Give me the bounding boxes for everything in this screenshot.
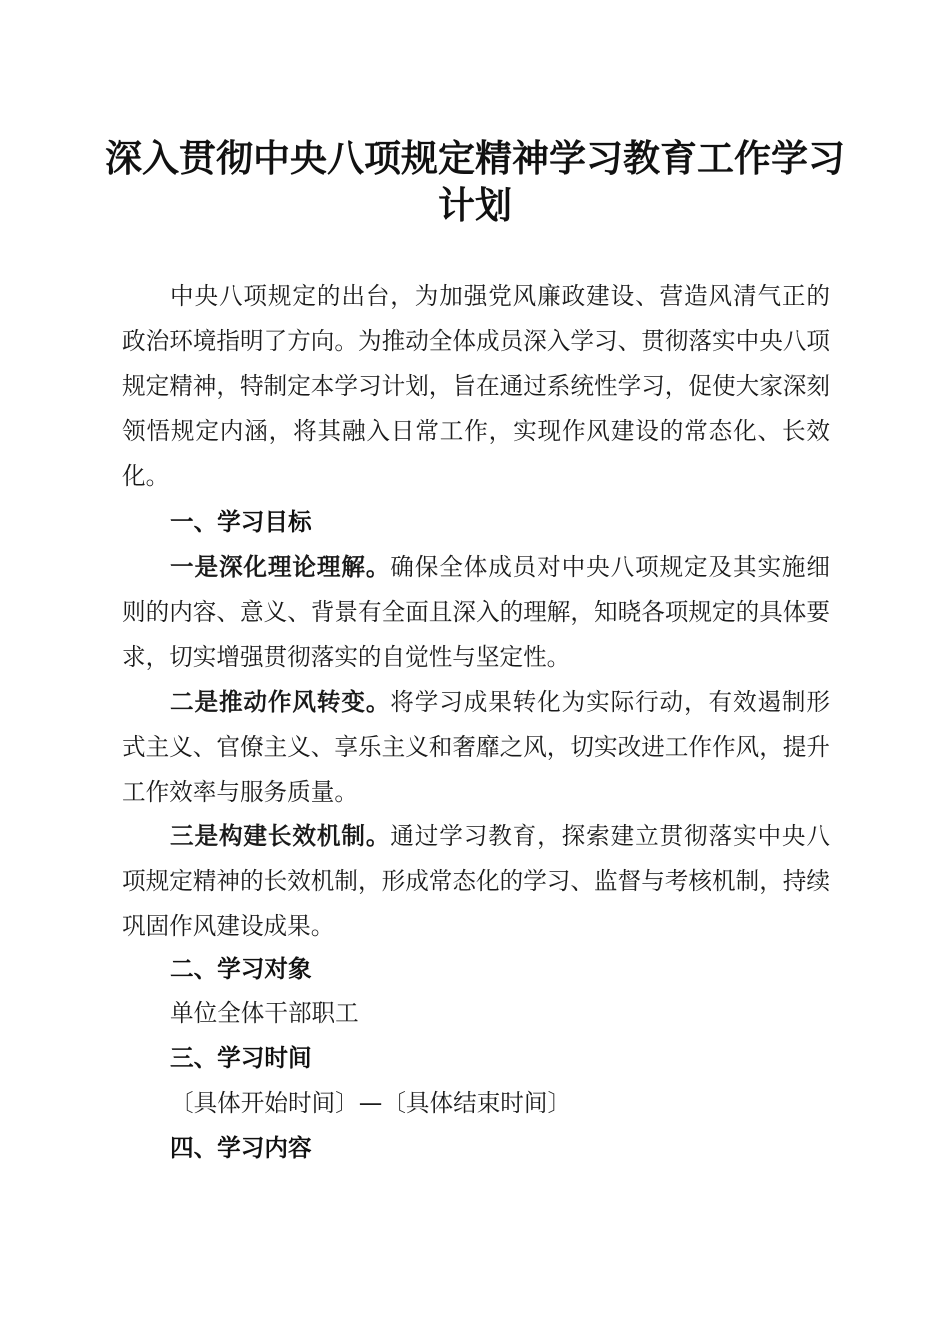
goal-2-lead: 二是推动作风转变。 xyxy=(170,688,391,716)
section2-text: 单位全体干部职工 xyxy=(170,999,359,1027)
section2-heading: 二、学习对象 xyxy=(170,955,312,983)
section1-heading: 一、学习目标 xyxy=(170,508,312,536)
document-title-line2: 计划 xyxy=(438,183,512,227)
section3-text: 〔具体开始时间〕—〔具体结束时间〕 xyxy=(170,1089,572,1117)
section3-heading: 三、学习时间 xyxy=(170,1044,312,1072)
goal-paragraph-2 xyxy=(122,680,830,815)
goal-3-text: 通过学习教育，探索建立贯彻落实中央八项规定精神的长效机制，形成常态化的学习、监督与考核机制，持续巩固作风建设成果。 xyxy=(122,822,831,940)
goal-paragraph-1 xyxy=(122,545,830,680)
document-title-line1: 深入贯彻中央八项规定精神学习教育工作学习 xyxy=(105,136,845,180)
goal-paragraph-3 xyxy=(122,814,830,949)
section4-heading: 四、学习内容 xyxy=(170,1134,312,1162)
goal-2-text: 将学习成果转化为实际行动，有效遏制形式主义、官僚主义、享乐主义和奢靡之风，切实改进工作作风，提升工作效率与服务质量。 xyxy=(122,688,831,806)
goal-3-lead: 三是构建长效机制。 xyxy=(170,822,391,850)
goal-1-lead: 一是深化理论理解。 xyxy=(170,553,391,581)
goal-1-text: 确保全体成员对中央八项规定及其实施细则的内容、意义、背景有全面且深入的理解，知晓各项规定的具体要求，切实增强贯彻落实的自觉性与坚定性。 xyxy=(122,553,831,671)
intro-paragraph: 中央八项规定的出台，为加强党风廉政建设、营造风清气正的政治环境指明了方向。为推动全体成员深入学习、贯彻落实中央八项规定精神，特制定本学习计划，旨在通过系统性学习，促使大家深刻领悟规定内涵，将其融入日常工作，实现作风建设的常态化、长效化。 xyxy=(122,282,830,490)
